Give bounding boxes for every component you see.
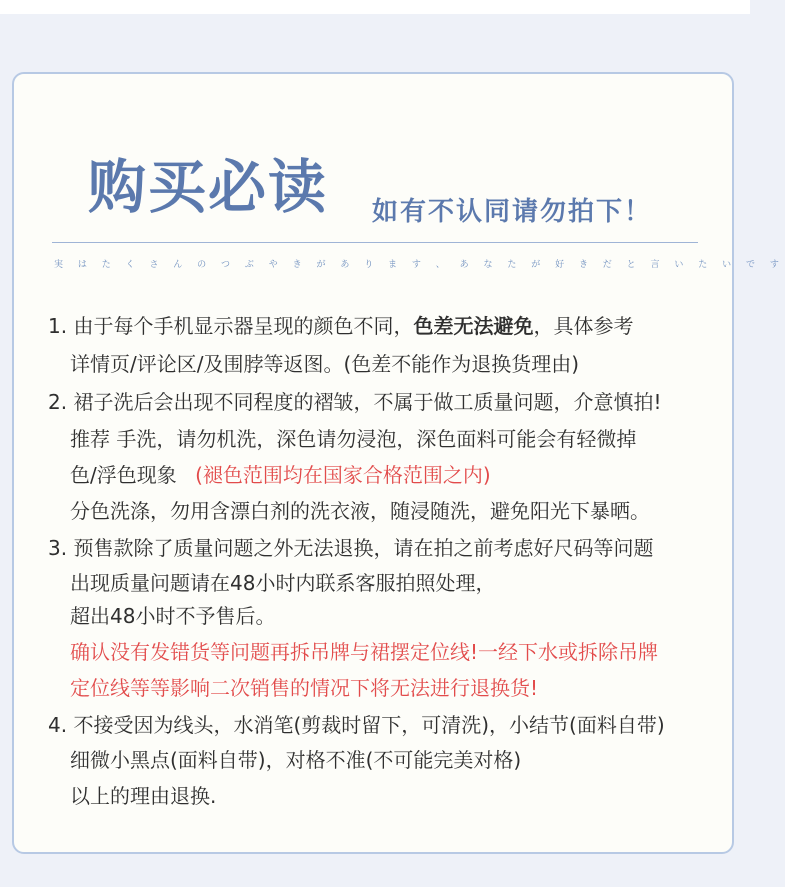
- item-number: 2.: [48, 390, 68, 414]
- item-text: 色/浮色现象: [70, 463, 177, 487]
- list-item-2-line-3: [70, 465, 491, 485]
- page-title: 购买必读: [88, 153, 329, 221]
- item-text: 裙子洗后会出现不同程度的褶皱，不属于做工质量问题，介意慎拍!: [73, 390, 662, 414]
- list-item-3-line-2: 出现质量问题请在48小时内联系客服拍照处理，: [70, 571, 496, 595]
- item-number: 4.: [48, 713, 68, 737]
- title-divider: [52, 242, 698, 243]
- page-subtitle: 如有不认同请勿拍下！: [372, 197, 653, 227]
- item-warning-text: (褪色范围均在国家合格范围之内): [195, 463, 491, 487]
- list-item-3-line-3: 超出48小时不予售后。: [70, 604, 276, 628]
- list-item-2-line-2: 推荐 手洗，请勿机洗，深色请勿浸泡，深色面料可能会有轻微掉: [70, 427, 637, 451]
- list-item-4-line-3: 以上的理由退换.: [70, 784, 217, 808]
- item-text: 预售款除了质量问题之外无法退换，请在拍之前考虑好尺码等问题: [73, 536, 654, 560]
- list-item-2-line-1: [48, 392, 661, 412]
- list-item-3-line-1: [48, 538, 653, 558]
- item-number: 3.: [48, 536, 68, 560]
- list-item-2-line-4: 分色洗涤，勿用含漂白剂的洗衣液，随浸随洗，避免阳光下暴晒。: [70, 499, 650, 523]
- list-item-3-warning-1: 确认没有发错货等问题再拆吊牌与裙摆定位线!一经下水或拆除吊牌: [70, 640, 659, 664]
- decorative-japanese-line: 実 は た く さ ん の つ ぶ や き が あ り ま す 、 あ な た が 好 き だ と 言 い た い で す: [54, 260, 785, 270]
- item-text: 不接受因为线头，水消笔(剪裁时留下，可清洗)，小结节(面料自带): [73, 713, 665, 737]
- item-text: 由于每个手机显示器呈现的颜色不同，: [73, 314, 414, 338]
- list-item-1-line-1: [48, 316, 633, 336]
- list-item-4-line-2: 细微小黑点(面料自带)，对格不准(不可能完美对格): [70, 748, 522, 772]
- item-number: 1.: [48, 314, 68, 338]
- list-item-4-line-1: [48, 715, 665, 735]
- item-emphasis: 色差无法避免: [413, 314, 534, 338]
- item-text: ，具体参考: [533, 314, 634, 338]
- list-item-3-warning-2: 定位线等等影响二次销售的情况下将无法进行退换货!: [70, 676, 539, 700]
- top-strip: [0, 0, 750, 14]
- list-item-1-line-2: 详情页/评论区/及围脖等返图。(色差不能作为退换货理由): [70, 352, 580, 376]
